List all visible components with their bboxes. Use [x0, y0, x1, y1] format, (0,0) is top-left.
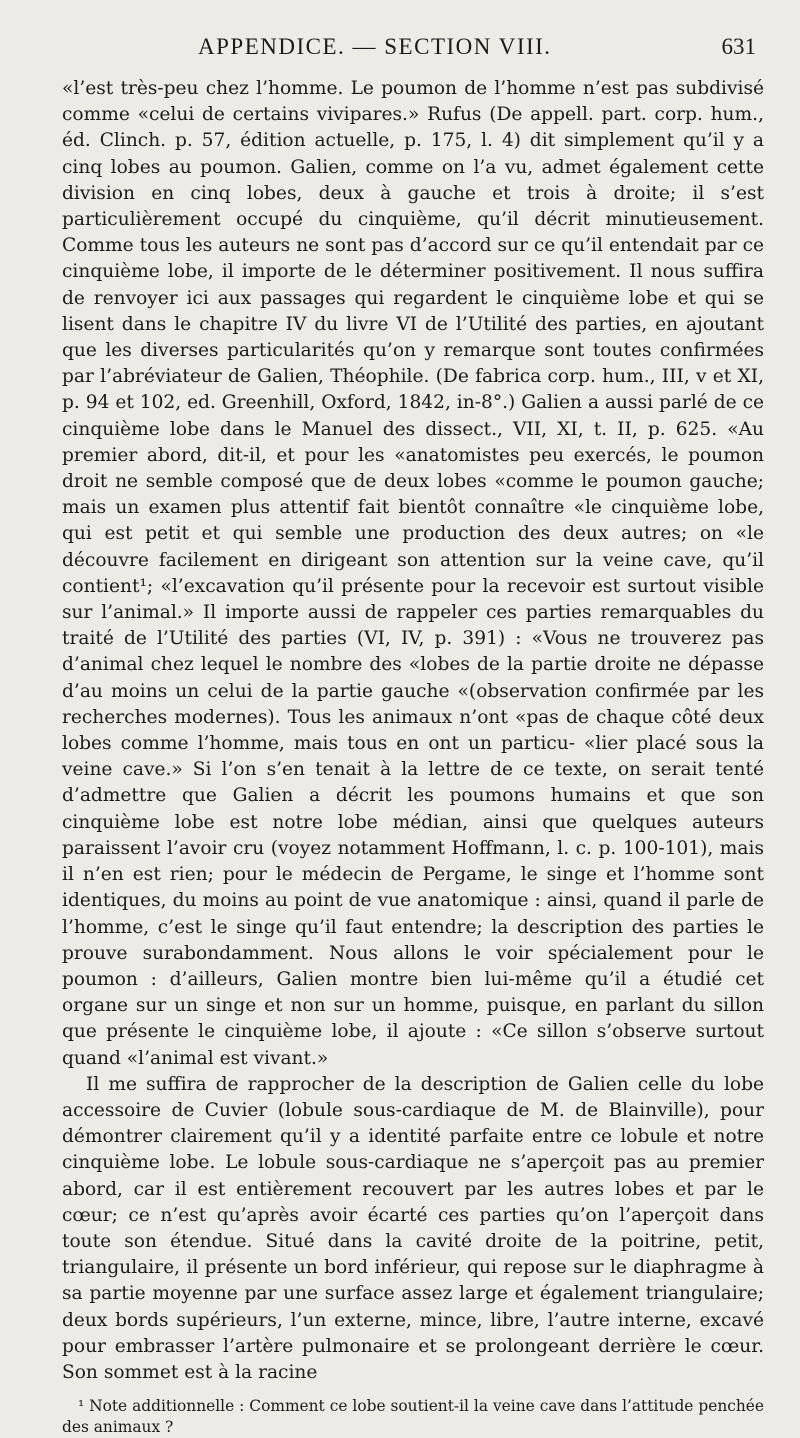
body-text [62, 76, 764, 1386]
page-header [62, 34, 764, 72]
running-title: APPENDICE. — SECTION VIII. [198, 34, 552, 59]
paragraph-1: «l’est très-peu chez l’homme. Le poumon de l’homme n’est pas subdivisé comme «celui de certains vivipares.» Rufus (De appell. part. corp. hum., éd. Clinch. p. 57, édition actuelle, p. 175, l. 4) dit simplement qu’il y a cinq lobes au poumon. Galien, comme on l’a vu, admet également cette division en cinq lobes, deux à gauche et trois à droite; il s’est particulièrement occupé du cinquième, qu’il décrit minutieusement. Comme tous les auteurs ne sont pas d’accord sur ce qu’il entendait par ce cinquième lobe, il importe de le déterminer positivement. Il nous suffira de renvoyer ici aux passages qui regardent le cinquième lobe et qui se lisent dans le chapitre IV du livre VI de l’Utilité des parties, en ajoutant que les diverses particularités qu’on y remarque sont toutes confirmées par l’abréviateur de Galien, Théophile. (De fabrica corp. hum., III, v et XI, p. 94 et 102, ed. Greenhill, Oxford, 1842, in-8°.) Galien a aussi parlé de ce cinquième lobe dans le Manuel des dissect., VII, XI, t. II, p. 625. «Au premier abord, dit-il, et pour les «anatomistes peu exercés, le poumon droit ne semble composé que de deux lobes «comme le poumon gauche; mais un examen plus attentif fait bientôt connaître «le cinquième lobe, qui est petit et qui semble une production des deux autres; on «le découvre facilement en dirigeant son attention sur la veine cave, qu’il contient¹; «l’excavation qu’il présente pour la recevoir est surtout visible sur l’animal.» Il importe aussi de rappeler ces parties remarquables du traité de l’Utilité des parties (VI, IV, p. 391) : «Vous ne trouverez pas d’animal chez lequel le nombre des «lobes de la partie droite ne dépasse d’au moins un celui de la partie gauche «(observation confirmée par les recherches modernes). Tous les animaux n’ont «pas de chaque côté deux lobes comme l’homme, mais tous en ont un particu- «lier placé sous la veine cave.» Si l’on s’en tenait à la lettre de ce texte, on serait tenté d’admettre que Galien a décrit les poumons humains et que son cinquième lobe est notre lobe médian, ainsi que quelques auteurs paraissent l’avoir cru (voyez notamment Hoffmann, l. c. p. 100-101), mais il n’en est rien; pour le médecin de Pergame, le singe et l’homme sont identiques, du moins au point de vue anatomique : ainsi, quand il parle de l’homme, c’est le singe qu’il faut entendre; la description des parties le prouve surabondamment. Nous allons le voir spécialement pour le poumon : d’ailleurs, Galien montre bien lui-même qu’il a étudié cet organe sur un singe et non sur un homme, puisque, en parlant du sillon que présente le cinquième lobe, il ajoute : «Ce sillon s’observe surtout quand «l’animal est vivant.» [62, 78, 764, 1069]
page-number: 631 [721, 34, 756, 59]
paragraph-2: Il me suffira de rapprocher de la description de Galien celle du lobe accessoire de Cuvier (lobule sous-cardiaque de M. de Blainville), pour démontrer clairement qu’il y a identité parfaite entre ce lobule et notre cinquième lobe. Le lobule sous-cardiaque ne s’aperçoit pas au premier abord, car il est entièrement recouvert par les autres lobes et par le cœur; ce n’est qu’après avoir écarté ces parties qu’on l’aperçoit dans toute son étendue. Situé dans la cavité droite de la poitrine, petit, triangulaire, il présente un bord inférieur, qui repose sur le diaphragme à sa partie moyenne par une surface assez large et également triangulaire; deux bords supérieurs, l’un externe, mince, libre, l’autre interne, excavé pour embrasser l’artère pulmonaire et se prolongeant derrière le cœur. Son sommet est à la racine [62, 1073, 764, 1383]
footnote: ¹ Note additionnelle : Comment ce lobe soutient-il la veine cave dans l’attitude penchée des animaux ? [62, 1397, 764, 1437]
